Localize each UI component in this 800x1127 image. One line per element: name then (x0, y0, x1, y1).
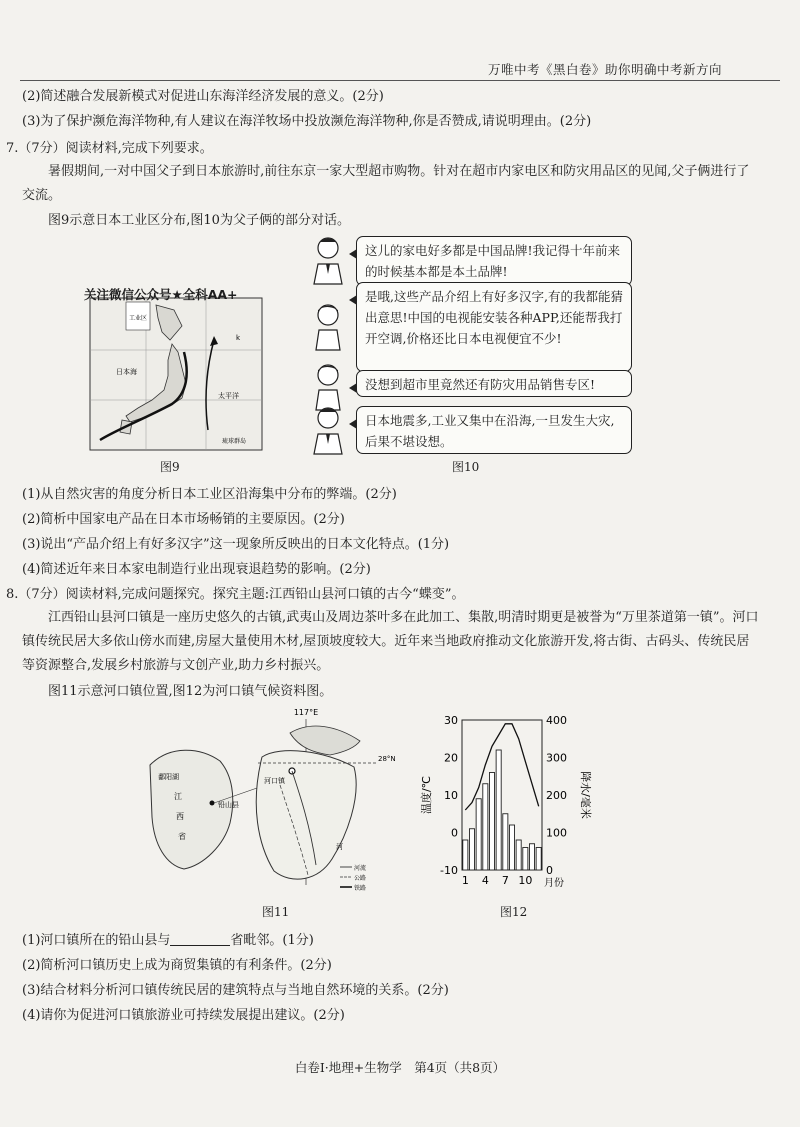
precip-bar (469, 829, 474, 870)
y-axis-label-right: 降水/毫米 (579, 771, 592, 819)
legend-river: 河流 (354, 865, 367, 872)
month-tick-label: 10 (518, 874, 533, 887)
precip-bar (503, 814, 508, 870)
precip-tick-label: 300 (546, 751, 567, 765)
province-label: 省 (178, 832, 186, 841)
precip-bar (476, 799, 481, 870)
fig11-caption: 图11 (262, 905, 290, 919)
map-sea-label: 日本海 (116, 368, 137, 376)
precip-bar (489, 773, 494, 871)
q7-material: 暑假期间,一对中国父子到日本旅游时,前往东京一家大型超市购物。针对在超市内家电区和防灾用品区的见闻,父子俩进行了交流。 (22, 164, 750, 203)
legend-road: 公路 (354, 875, 367, 882)
precip-bar (509, 825, 514, 870)
x-axis-label: 月份 (544, 878, 564, 889)
dialogue-bubble-4: 日本地震多,工业又集中在沿海,一旦发生大灾,后果不堪设想。 (356, 406, 632, 454)
father-avatar-icon (310, 234, 346, 284)
prev-question-3: (3)为了保护濒危海洋物种,有人建议在海洋牧场中投放濒危海洋物种,你是否赞成,请说明理由。(2分) (22, 114, 592, 129)
fig10-caption: 图10 (452, 460, 480, 474)
q7-figs-note: 图9示意日本工业区分布,图10为父子俩的部分对话。 (48, 213, 350, 228)
q7-question-3: (3)说出“产品介绍上有好多汉字”这一现象所反映出的日本文化特点。(1分) (22, 537, 450, 552)
son-avatar-icon (310, 360, 346, 410)
precip-tick-label: 100 (546, 826, 567, 840)
map-islands-label: 琉球群岛 (221, 438, 246, 445)
province-label: 江 (174, 792, 182, 801)
precip-tick-label: 400 (546, 714, 567, 727)
q7-question-1: (1)从自然灾害的角度分析日本工业区沿海集中分布的弊端。(2分) (22, 487, 397, 502)
temp-tick-label: 30 (444, 714, 458, 727)
map-ocean-label: 太平洋 (218, 392, 239, 400)
q8-material: 江西铅山县河口镇是一座历史悠久的古镇,武夷山及周边茶叶多在此加工、集散,明清时期更是被誉为“万里茶道第一镇”。河口镇传统民居大多依山傍水而建,房屋大量使用木材,屋顶坡度较大。近年来当地政府推动文化旅游开发,将古街、古码头、传统民居等资源整合,发展乡村旅游与文创产业,助力乡村振兴。 (22, 610, 759, 673)
dialogue-bubble-1: 这儿的家电好多都是中国品牌!我记得十年前来的时候基本都是本土品牌! (356, 236, 632, 286)
y-axis-label-left: 温度/℃ (420, 775, 433, 815)
precip-bar (516, 840, 521, 870)
town-label: 河口镇 (264, 777, 285, 785)
river-label: 河 (336, 843, 343, 851)
header-divider (20, 80, 780, 81)
son-avatar-icon (310, 300, 346, 350)
month-tick-label: 7 (501, 874, 509, 887)
q8-question-3: (3)结合材料分析河口镇传统民居的建筑特点与当地自然环境的关系。(2分) (22, 983, 449, 998)
q8-figs-note: 图11示意河口镇位置,图12为河口镇气候资料图。 (48, 684, 333, 699)
province-label: 鄱阳湖 (158, 773, 179, 781)
county-label: 铅山县 (218, 801, 239, 809)
dialogue-bubble-3: 没想到超市里竟然还有防灾用品销售专区! (356, 370, 632, 397)
fig12-caption: 图12 (500, 905, 528, 919)
precip-bar (496, 750, 501, 870)
q8-q1-prefix: (1)河口镇所在的铅山县与 (22, 933, 171, 948)
page-footer: 白卷Ⅰ·地理+生物学 第4页（共8页） (294, 1060, 506, 1075)
q7-question-4: (4)简述近年来日本家电制造行业出现衰退趋势的影响。(2分) (22, 562, 371, 577)
climate-chart (420, 708, 590, 898)
watermark-text: 关注微信公众号★全科AA+ (84, 287, 238, 302)
map-legend-label: 工业区 (128, 315, 148, 322)
dialogue-bubble-2: 是哦,这些产品介绍上有好多汉字,有的我都能猜出意思!中国的电视能安装各种APP,还能帮我打开空调,价格还比日本电视便宜不少! (356, 282, 632, 372)
precip-bar (523, 848, 528, 871)
temp-tick-label: -10 (440, 864, 458, 877)
province-label: 西 (176, 812, 184, 821)
precip-tick-label: 200 (546, 789, 567, 802)
temp-tick-label: 20 (444, 751, 458, 765)
legend-rail: 铁路 (354, 885, 367, 892)
japan-industry-map (86, 290, 266, 455)
q8-title: 8.（7分）阅读材料,完成问题探究。探究主题:江西铅山县河口镇的古今“蝶变”。 (6, 587, 465, 602)
father-avatar-icon (310, 404, 346, 454)
q7-title: 7.（7分）阅读材料,完成下列要求。 (6, 141, 213, 156)
lon-label: 117°E (293, 708, 319, 717)
q7-question-2: (2)简析中国家电产品在日本市场畅销的主要原因。(2分) (22, 512, 345, 527)
q8-question-4: (4)请你为促进河口镇旅游业可持续发展提出建议。(2分) (22, 1008, 345, 1023)
hekou-location-map (140, 705, 400, 900)
q8-q1-suffix: 省毗邻。(1分) (230, 933, 314, 948)
precip-bar (483, 784, 488, 870)
prev-question-2: (2)简述融合发展新模式对促进山东海洋经济发展的意义。(2分) (22, 89, 384, 104)
month-tick-label: 1 (461, 874, 469, 887)
map-k-label: k (236, 334, 241, 342)
lat-label: 28°N (378, 755, 396, 763)
q8-question-1 (22, 932, 314, 950)
precip-tick-label: 0 (546, 864, 553, 877)
q8-question-2: (2)简析河口镇历史上成为商贸集镇的有利条件。(2分) (22, 958, 332, 973)
header-tagline: 万唯中考《黑白卷》助你明确中考新方向 (487, 62, 722, 77)
precip-bar (463, 840, 468, 870)
precip-bar (536, 848, 541, 871)
month-tick-label: 4 (481, 874, 489, 887)
precip-bar (529, 844, 534, 870)
temp-tick-label: 0 (451, 826, 458, 840)
answer-blank[interactable] (170, 933, 230, 946)
temp-line (465, 724, 538, 810)
fig9-caption: 图9 (160, 460, 180, 474)
temp-tick-label: 10 (444, 789, 458, 802)
